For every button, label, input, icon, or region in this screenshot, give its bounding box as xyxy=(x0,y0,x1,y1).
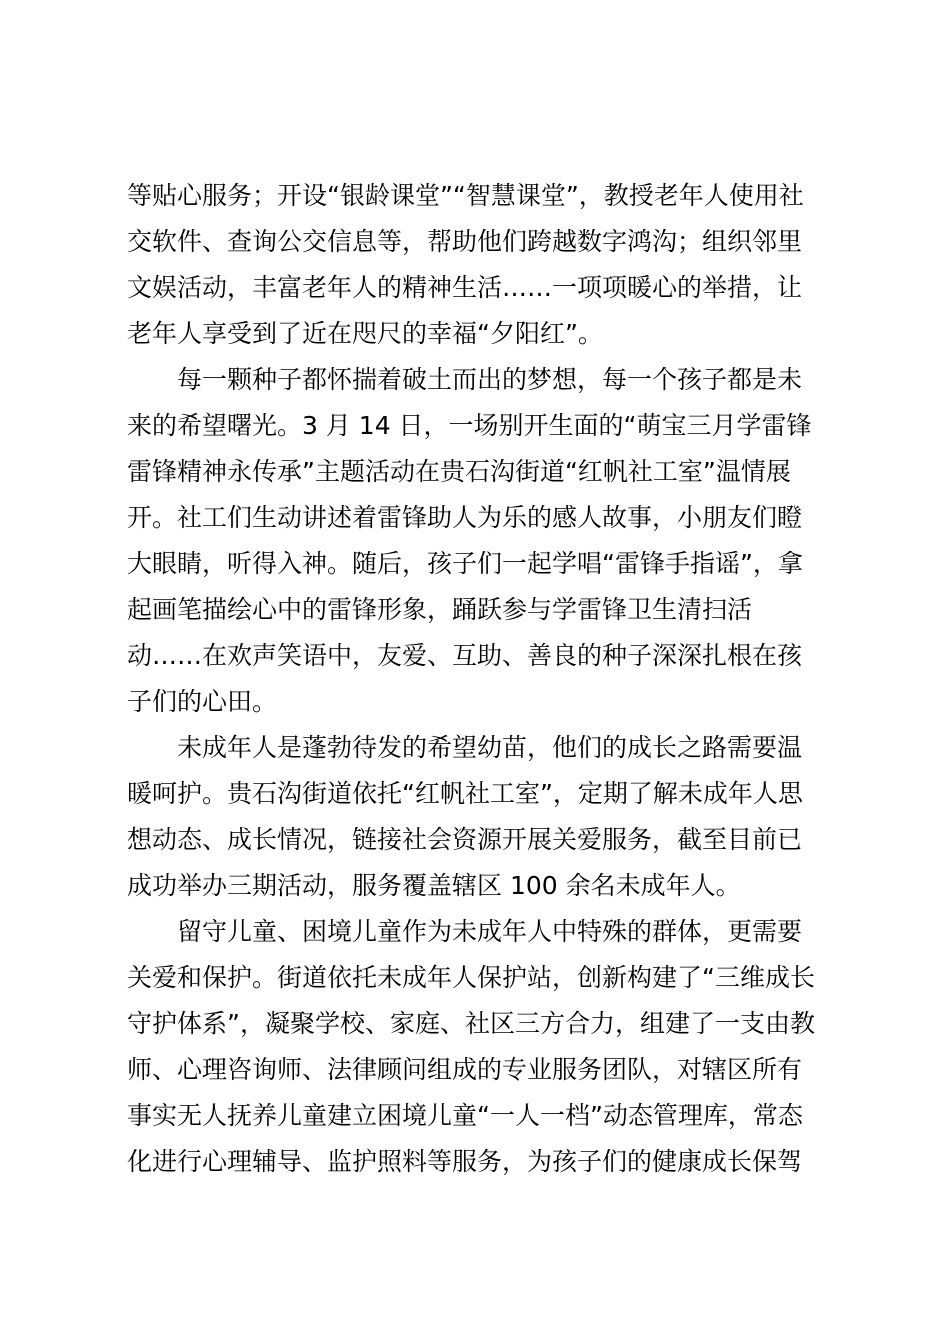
text-line: 关爱和保护。街道依托未成年人保护站，创新构建了“三维成长 xyxy=(127,963,815,992)
text-line: 文娱活动，丰富老年人的精神生活……一项项暖心的举措，让 xyxy=(127,273,803,302)
text-line: 交软件、查询公交信息等，帮助他们跨越数字鸿沟；组织邻里 xyxy=(127,227,803,256)
text-line: 师、心理咨询师、法律顾问组成的专业服务团队，对辖区所有 xyxy=(127,1055,803,1084)
text-line: 暖呵护。贵石沟街道依托“红帆社工室”，定期了解未成年人思 xyxy=(127,779,803,808)
paragraph-first-line: 留守儿童、困境儿童作为未成年人中特殊的群体，更需要 xyxy=(177,917,803,946)
text-line: 大眼睛，听得入神。随后，孩子们一起学唱“雷锋手指谣”，拿 xyxy=(127,549,803,578)
text-line: 守护体系”，凝聚学校、家庭、社区三方合力，组建了一支由教 xyxy=(127,1009,815,1038)
text-line: 开。社工们生动讲述着雷锋助人为乐的感人故事，小朋友们瞪 xyxy=(127,503,803,532)
text-line: 老年人享受到了近在咫尺的幸福“夕阳红”。 xyxy=(127,319,603,348)
paragraph-first-line: 未成年人是蓬勃待发的希望幼苗，他们的成长之路需要温 xyxy=(177,733,803,762)
paragraph-first-line: 每一颗种子都怀揣着破土而出的梦想，每一个孩子都是未 xyxy=(177,365,803,394)
text-line: 想动态、成长情况，链接社会资源开展关爱服务，截至目前已 xyxy=(127,825,803,854)
text-line: 事实无人抚养儿童建立困境儿童“一人一档”动态管理库，常态 xyxy=(127,1101,803,1130)
text-line: 化进行心理辅导、监护照料等服务，为孩子们的健康成长保驾 xyxy=(127,1147,803,1176)
text-line: 等贴心服务；开设“银龄课堂”“智慧课堂”，教授老年人使用社 xyxy=(127,181,804,210)
text-line: 起画笔描绘心中的雷锋形象，踊跃参与学雷锋卫生清扫活 xyxy=(127,595,753,624)
text-line: 子们的心田。 xyxy=(127,687,278,716)
text-line: 动……在欢声笑语中，友爱、互助、善良的种子深深扎根在孩 xyxy=(127,641,803,670)
text-line: 来的希望曙光。3 月 14 日，一场别开生面的“萌宝三月学雷锋 xyxy=(127,411,812,440)
text-line: 雷锋精神永传承”主题活动在贵石沟街道“红帆社工室”温情展 xyxy=(127,457,791,486)
text-line: 成功举办三期活动，服务覆盖辖区 100 余名未成年人。 xyxy=(127,871,741,900)
